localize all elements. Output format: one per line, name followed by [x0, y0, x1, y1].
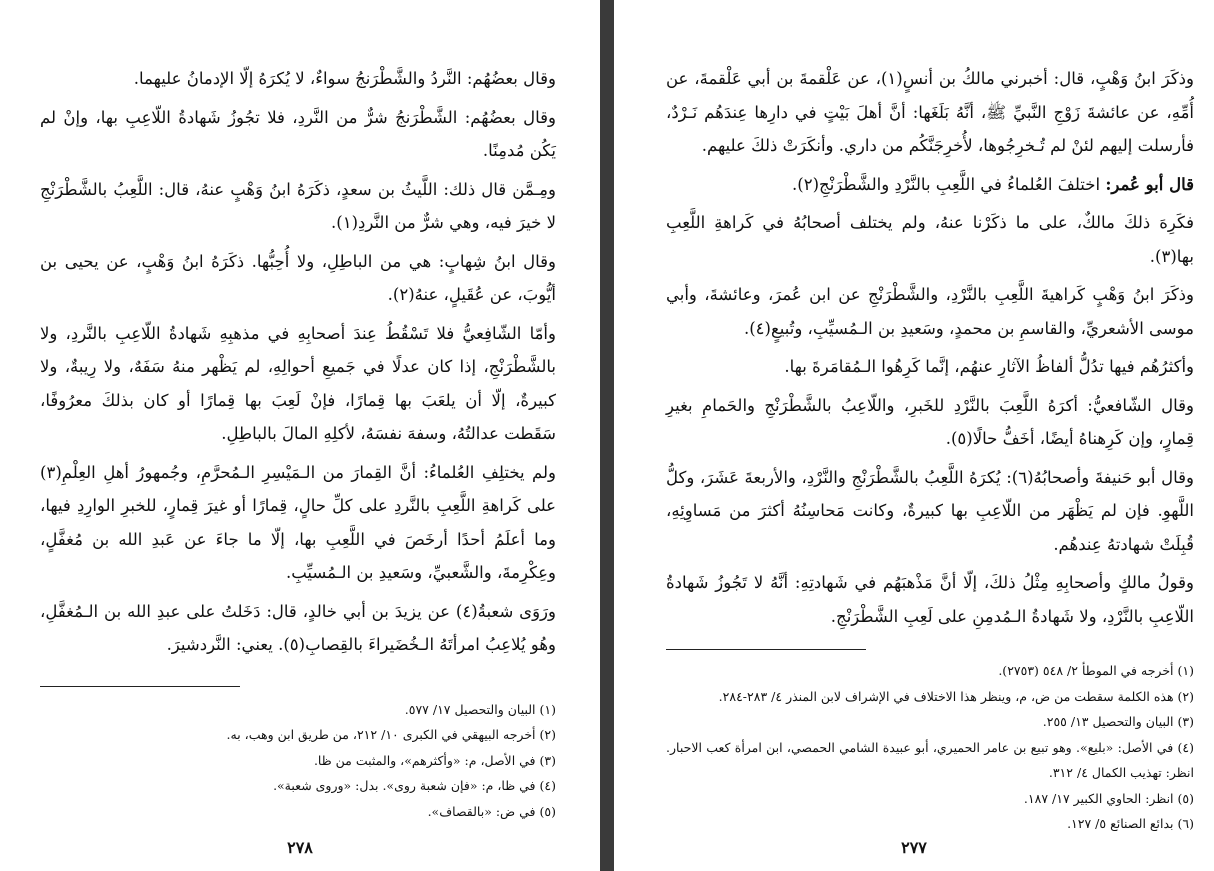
footnote: (٣) في الأصل، م: «وأكثرهم»، والمثبت من ظا.: [313, 752, 556, 768]
page-left-body: [40, 62, 556, 662]
page-right: [614, 0, 1214, 871]
footnote: (٢) أخرجه البيهقي في الكبرى ١٠/ ٢١٢، من طريق ابن وهب، به.: [226, 727, 556, 742]
paragraph: وذكَرَ ابنُ وَهْبٍ كَراهيةَ اللَّعِبِ بالنَّرْدِ، والشَّطْرَنْجِ عن ابن عُمرَ، وعائشةَ، وأبي موسى الأشعريِّ، والقاسمِ بن محمدٍ، وسَعيدِ بن الـمُسيِّبِ، وتُبيعٍ(٤).: [666, 285, 1194, 338]
footnote: (٦) بدائع الصنائع ٥/ ١٢٧.: [1067, 816, 1194, 831]
paragraph: وأمّا الشّافِعيُّ فلا تَسْقُطُ عِندَ أصحابِهِ في مذهبِهِ شَهادةُ اللّاعِبِ بالنَّردِ، ولا بالشَّطْرَنْجِ، إذا كان عدلًا في جَميعِ أحوالِهِ، لم يَظْهر منهُ سَفَهٌ، ولا رِيبةٌ، ولا كبيرةٌ، إلّا أن يلعَبَ بها قِمارًا، فإنْ لَعِبَ بها قِمارًا أو كان بذلكَ معرُوفًا، سَقَطت عدالتُهُ، وسفهَ نفسَهُ، لأكلِهِ المالَ بالباطِلِ.: [40, 323, 556, 443]
paragraph: وقال الشّافعيُّ: أكرَهُ اللَّعِبَ بالنَّرْدِ للخَبرِ، واللّاعِبُ بالشَّطْرَنْجِ والحَمامِ بغيرِ قِمارٍ، وإن كَرِهناهُ أيضًا، أخَفُّ حالًا(٥).: [666, 395, 1194, 448]
paragraph: قال أبو عُمر: اختلفَ العُلماءُ في اللَّعِبِ بالنَّرْدِ والشَّطْرَنْجِ(٢).: [792, 174, 1194, 194]
paragraph: وقال بعضُهُم: الشَّطْرَنجُ شرٌّ من النَّردِ، فلا تجُوزُ شَهادةُ اللّاعِبِ بها، وإنْ لم يَكُن مُدمِنًا.: [40, 107, 556, 160]
page-number: ٢٧٨: [287, 838, 313, 857]
paragraph: وقال بعضُهُم: النَّردُ والشَّطْرَنجُ سواءٌ، لا يُكرَهُ إلّا الإدمانُ عليهما.: [133, 69, 556, 88]
paragraph: ولم يختلِفِ العُلماءُ: أنَّ القِمارَ من الـمَيْسِرِ الـمُحرَّمِ، وجُمهورُ أهلِ العِلْمِ(٣) على كَراهةِ اللَّعِبِ بالنَّردِ على كلِّ حالٍ، قِمارًا أو غيرَ قِمارٍ، للخبرِ الوارِدِ فيها، وما أعلَمُ أحدًا أرخَصَ في اللَّعِبِ بها، إلّا ما جاءَ عن عَبدِ الله بن مُغفَّلٍ، وعِكْرِمةَ، والشَّعبيِّ، وسَعيدِ بن الـمُسيِّبِ.: [40, 462, 556, 582]
footnote: (٥) في ض: «بالقصاف».: [427, 803, 556, 819]
footnotes: [40, 697, 556, 825]
gutter-divider: [600, 0, 614, 871]
footnote: (٤) في ظا، م: «فإن شعبة روى». بدل: «وروى شعبة».: [273, 778, 556, 793]
speaker-lead: قال أبو عُمر:: [1105, 174, 1194, 194]
page-number: ٢٧٧: [901, 838, 927, 857]
footnote-separator: [40, 686, 240, 687]
paragraph: وقال ابنُ شِهابٍ: هي من الباطِلِ، ولا أُحِبُّها. ذكَرَهُ ابنُ وَهْبٍ، عن يحيى بن أيُّوبَ، عن عُقَيلٍ، عنهُ(٢).: [40, 251, 556, 304]
footnote: (١) البيان والتحصيل ١٧/ ٥٧٧.: [404, 701, 556, 717]
paragraph: وذكَرَ ابنُ وَهْبٍ، قال: أخبرني مالكُ بن أنسٍ(١)، عن عَلْقمةَ بن أبي عَلْقمةَ، عن أُمِّهِ، عن عائشةَ زَوْجِ النَّبيِّ ﷺ، أنَّهُ بَلَغَها: أنَّ أهلَ بَيْتٍ في دارِها عِندَهُم نَـرْدٌ، فأرسلت إليهم لئنْ لم تُـخرِجُوها، لأُخرِجَنَّكُم من داري. وأنكَرَتْ ذلكَ عليهم.: [666, 69, 1194, 155]
paragraph: وقولُ مالكٍ وأصحابِهِ مِثْلُ ذلكَ، إلّا أنَّ مَذْهبَهُم في شَهادتِهِ: أنَّهُ لا تَجُوزُ شَهادةُ اللّاعِبِ بالنَّرْدِ، ولا شَهادةُ الـمُدمِنِ على لَعِبِ الشَّطْرَنْجِ.: [666, 573, 1194, 626]
footnote: (١) أخرجه في الموطأ ٢/ ٥٤٨ (٢٧٥٣).: [998, 663, 1194, 678]
footnote-separator: [666, 649, 866, 650]
paragraph: ومِـمَّن قال ذلك: اللَّيثُ بن سعدٍ، ذكَرَهُ ابنُ وَهْبٍ عنهُ، قال: اللَّعِبُ بالشَّطْرَنْجِ لا خيرَ فيه، وهي شرٌّ من النَّردِ(١).: [40, 179, 556, 232]
footnote: (٢) هذه الكلمة سقطت من ض، م، وينظر هذا الاختلاف في الإشراف لابن المنذر ٤/ ٢٨٣-٢٨٤.: [718, 688, 1194, 704]
footnotes: [666, 658, 1194, 837]
footnote: (٣) البيان والتحصيل ١٣/ ٢٥٥.: [1042, 714, 1194, 729]
footnote: (٥) انظر: الحاوي الكبير ١٧/ ١٨٧.: [1023, 790, 1194, 806]
page-right-body: [666, 62, 1194, 633]
paragraph: فكَرِهَ ذلكَ مالكٌ، على ما ذكَرْنا عنهُ، ولم يختلف أصحابُهُ في كَراهةِ اللَّعِبِ بها(٣).: [666, 213, 1194, 266]
paragraph: وقال أبو حَنيفةَ وأصحابُهُ(٦): يُكرَهُ اللَّعِبُ بالشَّطْرَنْجِ والنَّرْدِ، والأربعةَ عَشَرَ، وكلُّ اللَّهوِ. فإن لم يَظْهَر من اللّاعِبِ بها كبيرةٌ، وكانت مَحاسِنُهُ أكثرَ من مَساوِئِهِ، قُبِلَتْ شهادتهُ عِندهُم.: [666, 467, 1194, 554]
footnote: (٤) في الأصل: «بليع». وهو تبيع بن عامر الحميري، أبو عبيدة الشامي الحمصي، ابن امرأة كعب الاحبار. انظر: تهذيب الكمال ٤/ ٣١٢.: [666, 739, 1194, 780]
page-left: [0, 0, 600, 871]
paragraph: وأكثرُهُم فيها تدُلُّ ألفاظُ الآثارِ عنهُم، إنَّما كَرِهُوا الـمُقامَرةَ بها.: [784, 357, 1194, 376]
paragraph: ورَوَى شعبةُ(٤) عن يزيدَ بن أبي خالدٍ، قال: دَخَلتُ على عبدِ الله بن الـمُغفَّلِ، وهُو يُلاعِبُ امرأتَهُ الـخُضَيراءَ بالقِصابِ(٥). يعني: النَّردشيرَ.: [40, 601, 556, 654]
